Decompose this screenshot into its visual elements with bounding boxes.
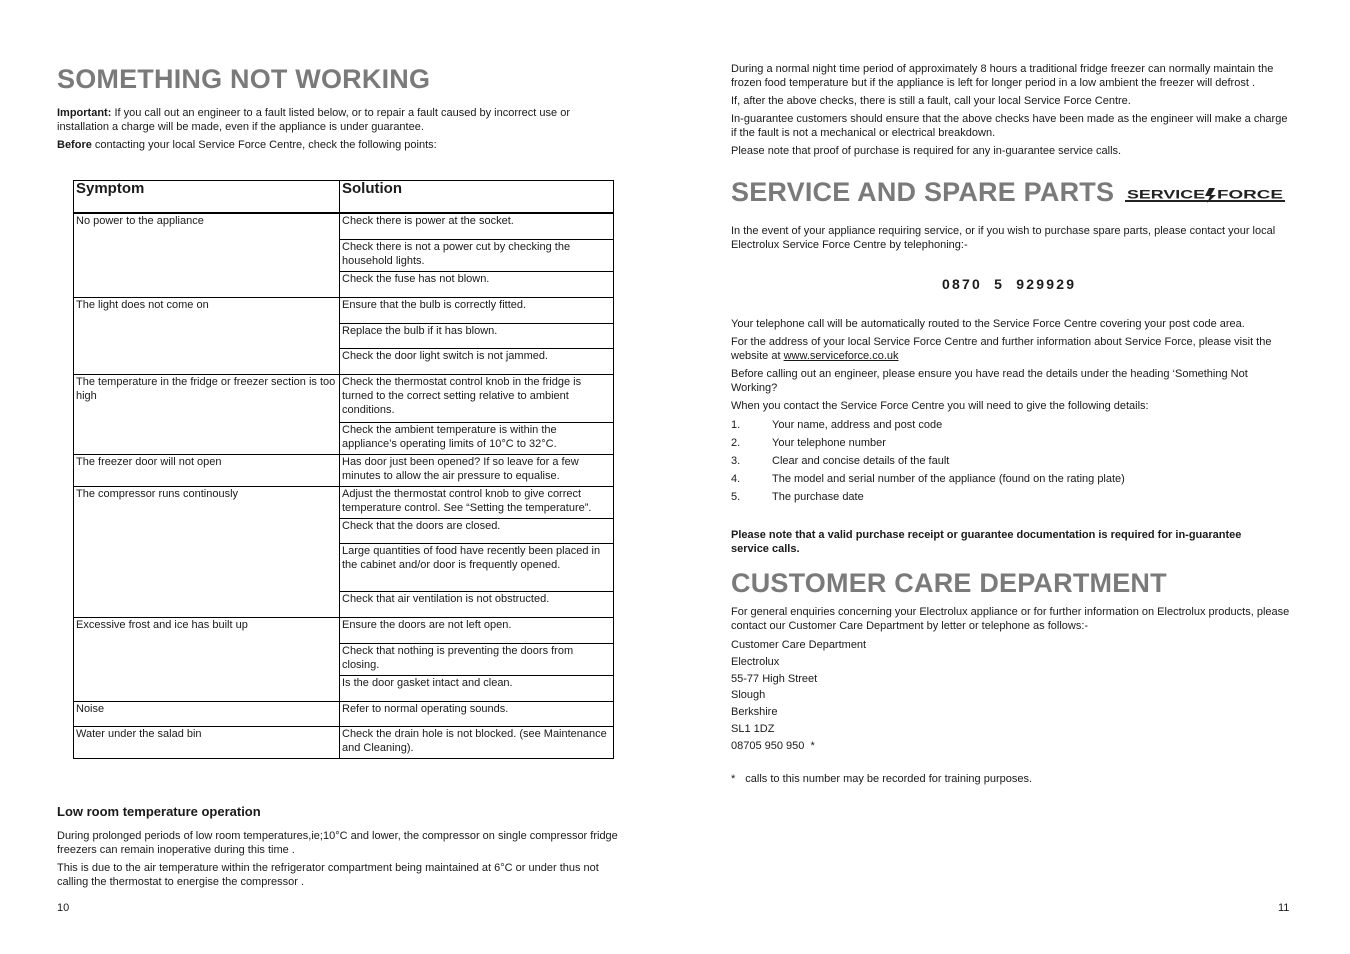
table-row — [74, 618, 614, 644]
important-label: Important: — [57, 107, 112, 119]
footnote-star: * — [731, 773, 736, 785]
service-details — [731, 317, 1293, 417]
low-temp-paragraph-1: During prolonged periods of low room temperatures,ie;10°C and lower, the compressor on single compressor fridge freezers can remain inoperative during this time . — [57, 830, 618, 856]
address-line: SL1 1DZ — [731, 722, 775, 735]
list-item: 3. Clear and concise details of the fault — [731, 455, 950, 467]
important-text: If you call out an engineer to a fault listed below, or to repair a fault caused by incorrect use or installation a charge will be made, even if the appliance is under guarantee. — [57, 107, 570, 133]
solution-cell: Check the thermostat control knob in the fridge is turned to the correct setting relative to ambient conditions. — [340, 375, 614, 423]
table-row — [74, 213, 614, 240]
symptom-cell: Noise — [74, 702, 340, 727]
solution-cell: Check the door light switch is not jammed. — [340, 349, 614, 375]
table-header-solution: Solution — [340, 181, 614, 214]
page-number-right: 11 — [1278, 902, 1290, 914]
address-line: Berkshire — [731, 706, 778, 719]
low-temp-paragraph-2: This is due to the air temperature within the refrigerator compartment being maintained at 6°C or under thus not calling the thermostat to energise the compressor . — [57, 862, 599, 888]
serviceforce-link[interactable]: www.serviceforce.co.uk — [783, 350, 899, 362]
customer-care-paragraph: For general enquiries concerning your Electrolux appliance or for further information on Electrolux products, please contact our Customer Care Department by letter or telephone as follows:- — [731, 606, 1290, 632]
customer-care-text — [731, 605, 1293, 637]
table-row — [74, 375, 614, 423]
list-item: 5. The purchase date — [731, 491, 864, 503]
symptom-cell: The freezer door will not open — [74, 455, 340, 487]
details-list — [731, 418, 1293, 508]
address-block — [731, 637, 866, 755]
service-paragraph-1: In the event of your appliance requiring service, or if you wish to purchase spare parts, please contact your local Electrolux Service Force Centre by telephoning:- — [731, 225, 1276, 251]
low-temp-heading: Low room temperature operation — [57, 804, 261, 819]
customer-care-title: CUSTOMER CARE DEPARTMENT — [731, 568, 1167, 598]
solution-cell: Adjust the thermostat control knob to give correct temperature control. See “Setting the temperature”. — [340, 487, 614, 519]
service-paragraph-2: Your telephone call will be automatically routed to the Service Force Centre covering your post code area. — [731, 318, 1245, 330]
symptom-cell: The temperature in the fridge or freezer section is too high — [74, 375, 340, 455]
service-phone-number: 0870 5 929929 — [942, 276, 1077, 292]
solution-cell: Check that nothing is preventing the doors from closing. — [340, 644, 614, 676]
address-line: Slough — [731, 689, 766, 702]
solution-cell: Ensure the doors are not left open. — [340, 618, 614, 644]
before-text: contacting your local Service Force Centre, check the following points: — [91, 139, 437, 151]
table-row — [74, 455, 614, 487]
guarantee-note: Please note that a valid purchase receipt or guarantee documentation is required for in-guarantee service calls. — [731, 529, 1242, 555]
solution-cell: Check the fuse has not blown. — [340, 272, 614, 298]
footnote — [731, 772, 1032, 786]
symptom-cell: No power to the appliance — [74, 213, 340, 298]
list-item: 4. The model and serial number of the appliance (found on the rating plate) — [731, 473, 1125, 485]
service-paragraph-4: Before calling out an engineer, please ensure you have read the details under the heading ‘Something Not Working? — [731, 368, 1248, 394]
table-header-symptom: Symptom — [74, 181, 340, 214]
page-title-something-not-working: SOMETHING NOT WORKING — [57, 64, 431, 94]
solution-cell: Ensure that the bulb is correctly fitted. — [340, 298, 614, 324]
solution-cell: Refer to normal operating sounds. — [340, 702, 614, 727]
symptom-cell: Excessive frost and ice has built up — [74, 618, 340, 702]
symptom-cell: Water under the salad bin — [74, 727, 340, 759]
intro-paragraph-3: In-guarantee customers should ensure that the above checks have been made as the engineer will make a charge if the fault is not a mechanical or electrical breakdown. — [731, 113, 1288, 139]
symptom-solution-table — [73, 180, 614, 759]
solution-cell: Replace the bulb if it has blown. — [340, 324, 614, 349]
logo-text-service: SERVICE — [1127, 187, 1205, 202]
page-number-left: 10 — [57, 902, 70, 914]
intro-paragraph-1: During a normal night time period of approximately 8 hours a traditional fridge freezer can normally maintain the frozen food temperature but if the appliance is left for longer period in a low ambient the freezer will defrost . — [731, 63, 1274, 89]
table-row — [74, 487, 614, 519]
address-line: Customer Care Department — [731, 639, 867, 651]
solution-cell: Check that the doors are closed. — [340, 519, 614, 544]
service-paragraph-3: For the address of your local Service Force Centre and further information about Service Force, please visit the website at — [731, 336, 1272, 362]
list-item: 2. Your telephone number — [731, 437, 886, 449]
solution-cell: Check there is not a power cut by checking the household lights. — [340, 240, 614, 272]
address-line: 55-77 High Street — [731, 672, 818, 685]
table-row — [74, 298, 614, 324]
service-paragraph-5: When you contact the Service Force Centre you will need to give the following details: — [731, 400, 1149, 412]
logo-text-force: FORCE — [1217, 187, 1283, 202]
serviceforce-logo — [1125, 186, 1285, 204]
symptom-cell: The compressor runs continously — [74, 487, 340, 618]
table-row — [74, 702, 614, 727]
solution-cell: Check that air ventilation is not obstructed. — [340, 592, 614, 618]
solution-cell: Check the ambient temperature is within the appliance’s operating limits of 10°C to 32°C. — [340, 423, 614, 455]
service-title: SERVICE AND SPARE PARTS — [731, 177, 1115, 207]
solution-cell: Is the door gasket intact and clean. — [340, 676, 614, 702]
service-intro — [731, 224, 1293, 256]
footnote-text: calls to this number may be recorded for training purposes. — [745, 773, 1033, 785]
list-item: 1. Your name, address and post code — [731, 419, 943, 431]
before-label: Before — [57, 139, 92, 151]
intro-paragraph-4: Please note that proof of purchase is required for any in-guarantee service calls. — [731, 145, 1122, 157]
address-phone: 08705 950 950 * — [731, 739, 815, 752]
solution-cell: Large quantities of food have recently been placed in the cabinet and/or door is frequently opened. — [340, 544, 614, 592]
right-intro-text — [731, 62, 1293, 162]
address-line: Electrolux — [731, 655, 780, 668]
solution-cell: Has door just been opened? If so leave for a few minutes to allow the air pressure to equalise. — [340, 455, 614, 487]
low-temp-text — [57, 829, 622, 893]
table-row — [74, 727, 614, 759]
solution-cell: Check the drain hole is not blocked. (see Maintenance and Cleaning). — [340, 727, 614, 759]
intro-paragraph-2: If, after the above checks, there is still a fault, call your local Service Force Centre. — [731, 95, 1131, 107]
solution-cell: Check there is power at the socket. — [340, 213, 614, 240]
intro-text — [57, 106, 617, 156]
symptom-cell: The light does not come on — [74, 298, 340, 375]
